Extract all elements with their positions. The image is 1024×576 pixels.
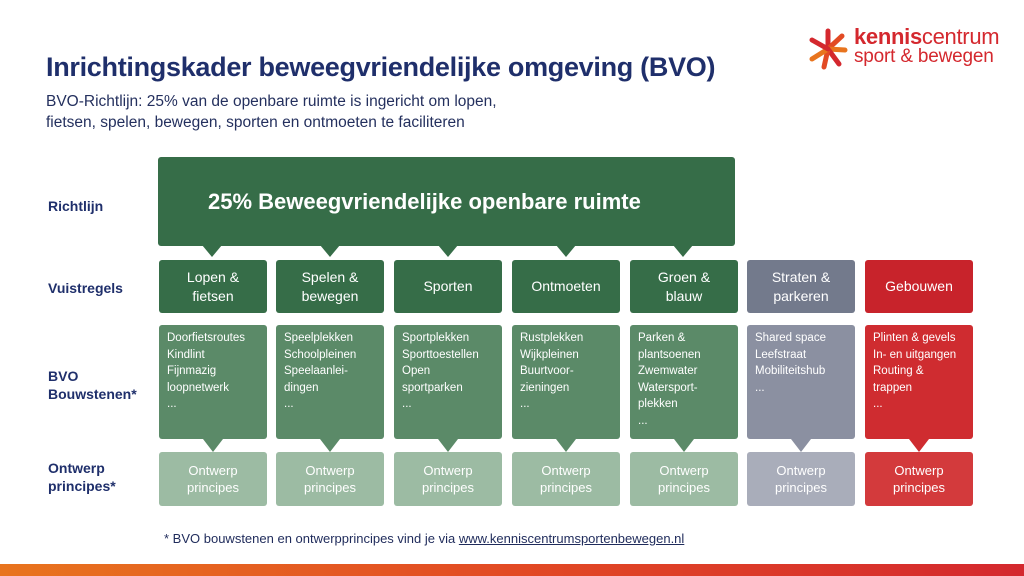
bouwsteen-item: Kindlint <box>167 348 205 361</box>
ontwerp-principes-line: Ontwerp <box>541 463 591 478</box>
vuistregel-line: Groen & <box>657 268 711 285</box>
bouwsteen-item: sportparken <box>402 381 463 394</box>
footnote-text: * BVO bouwstenen en ontwerpprincipes vind je via <box>164 531 459 546</box>
bouwsteen-item: zieningen <box>520 381 570 394</box>
bouwsteen-item: ... <box>638 414 648 427</box>
vuistregel-line: Straten & <box>771 268 831 285</box>
bouwsteen-item: Speelaanlei- <box>284 365 348 377</box>
ontwerp-principes-line: Ontwerp <box>776 463 826 478</box>
bouwsteen-item: Routing & <box>873 365 924 377</box>
bouwstenen-pointer <box>203 439 223 452</box>
row-label-bouwstenen <box>48 367 137 403</box>
bouwsteen-item: Watersport- <box>638 381 698 394</box>
bouwstenen-box <box>512 325 620 439</box>
logo-centrum: centrum <box>921 24 1000 49</box>
logo-kennis: kennis <box>854 24 922 49</box>
bouwsteen-item: Plinten & gevels <box>873 332 956 344</box>
bouwsteen-item: ... <box>755 381 765 394</box>
logo-line-2: sport & bewegen <box>854 46 994 67</box>
vuistregel-label <box>658 268 710 306</box>
ontwerp-principes-line: principes <box>421 480 475 495</box>
row-label-vuistregels: Vuistregels <box>48 280 123 296</box>
vuistregel-box <box>747 260 855 313</box>
vuistregel-label <box>531 277 600 296</box>
bouwsteen-item: Schoolpleinen <box>284 348 357 361</box>
richtlijn-banner: 25% Beweegvriendelijke openbare ruimte <box>158 157 735 246</box>
bouwstenen-pointer <box>438 439 458 452</box>
ontwerp-principes-line: principes <box>186 480 240 495</box>
subtitle-line-1: BVO-Richtlijn: 25% van de openbare ruimte is ingericht om lopen, <box>46 93 497 110</box>
logo <box>808 24 1008 74</box>
ontwerp-principes-label <box>658 462 710 496</box>
ontwerp-principes-label <box>187 462 239 496</box>
starburst-logo-icon <box>808 28 848 70</box>
vuistregel-label <box>423 277 472 296</box>
ontwerp-principes-line: Ontwerp <box>659 463 709 478</box>
bouwsteen-item: In- en uitgangen <box>873 348 957 361</box>
ontwerp-principes-line: Ontwerp <box>423 463 473 478</box>
bouwstenen-box <box>276 325 384 439</box>
vuistregel-line: Ontmoeten <box>531 278 601 294</box>
bouwsteen-item: Speelplekken <box>284 332 354 344</box>
ontwerp-principes-line: principes <box>774 480 828 495</box>
bouwstenen-box <box>159 325 267 439</box>
bouwsteen-item: ... <box>284 398 294 410</box>
bouwsteen-item: Parken & <box>638 332 686 344</box>
bouwsteen-item: ... <box>402 398 412 410</box>
vuistregel-line: Spelen & <box>301 268 359 285</box>
bouwsteen-item: Doorfietsroutes <box>167 332 245 344</box>
bouwsteen-item: Fijnmazig <box>167 365 217 377</box>
ontwerp-principes-box <box>394 452 502 506</box>
bottom-gradient-bar <box>0 564 1024 576</box>
ontwerp-principes-line: principes <box>539 480 593 495</box>
vuistregel-line: bewegen <box>301 287 359 304</box>
ontwerp-principes-label <box>893 462 945 496</box>
bouwstenen-box <box>747 325 855 439</box>
bouwsteen-item: Wijkpleinen <box>520 348 579 361</box>
row-label-richtlijn: Richtlijn <box>48 198 104 214</box>
bouwsteen-item: ... <box>167 398 177 410</box>
ontwerp-principes-label <box>540 462 592 496</box>
bouwsteen-item: Mobiliteitshub <box>755 365 826 377</box>
ontwerp-principes-label <box>304 462 356 496</box>
banner-pointer <box>438 245 458 257</box>
bouwstenen-box <box>630 325 738 439</box>
bouwsteen-item: Rustplekken <box>520 332 584 344</box>
row-label-bouwstenen-line-1: BVO <box>48 368 79 384</box>
bouwsteen-item: plantsoenen <box>638 348 701 361</box>
bouwsteen-item: loopnetwerk <box>167 381 230 394</box>
vuistregel-label <box>885 277 953 296</box>
bouwstenen-box <box>865 325 973 439</box>
vuistregel-line: fietsen <box>192 287 234 304</box>
vuistregel-label <box>302 268 359 306</box>
bouwsteen-item: plekken <box>638 398 678 410</box>
bouwsteen-item: Sportplekken <box>402 332 470 344</box>
vuistregel-label <box>187 268 239 306</box>
banner-pointer <box>673 245 693 257</box>
vuistregel-box <box>276 260 384 313</box>
bouwstenen-pointer <box>556 439 576 452</box>
banner-pointer <box>202 245 222 257</box>
banner-pointer <box>556 245 576 257</box>
vuistregel-label <box>772 268 830 306</box>
ontwerp-principes-line: principes <box>303 480 357 495</box>
row-label-ontwerp <box>48 459 116 495</box>
bouwsteen-item: Sporttoestellen <box>402 348 479 361</box>
row-label-ontwerp-line-1: Ontwerp <box>48 460 105 476</box>
ontwerp-principes-box <box>747 452 855 506</box>
ontwerp-principes-box <box>630 452 738 506</box>
bouwstenen-pointer <box>791 439 811 452</box>
bouwstenen-pointer <box>909 439 929 452</box>
vuistregel-line: blauw <box>665 287 703 304</box>
ontwerp-principes-line: Ontwerp <box>305 463 355 478</box>
page-subtitle <box>46 91 566 133</box>
ontwerp-principes-line: Ontwerp <box>188 463 238 478</box>
bouwsteen-item: trappen <box>873 381 913 394</box>
vuistregel-line: Gebouwen <box>885 278 953 294</box>
vuistregel-line: Sporten <box>423 278 473 294</box>
bouwsteen-item: Leefstraat <box>755 348 807 361</box>
bouwstenen-box <box>394 325 502 439</box>
banner-pointer <box>320 245 340 257</box>
vuistregel-line: parkeren <box>773 287 829 304</box>
ontwerp-principes-box <box>865 452 973 506</box>
vuistregel-line: Lopen & <box>186 268 240 285</box>
ontwerp-principes-line: Ontwerp <box>894 463 944 478</box>
ontwerp-principes-label <box>422 462 474 496</box>
row-label-bouwstenen-line-2: Bouwstenen* <box>48 386 137 402</box>
bouwsteen-item: Open <box>402 365 431 377</box>
ontwerp-principes-box <box>276 452 384 506</box>
page-title: Inrichtingskader beweegvriendelijke omgeving (BVO) <box>46 52 716 82</box>
bouwstenen-pointer <box>674 439 694 452</box>
website-link[interactable]: www.kenniscentrumsportenbewegen.nl <box>458 531 685 546</box>
ontwerp-principes-line: principes <box>892 480 946 495</box>
row-label-ontwerp-line-2: principes* <box>48 478 116 494</box>
bouwsteen-item: Shared space <box>755 332 826 344</box>
bouwsteen-item: ... <box>873 398 883 410</box>
vuistregel-box <box>394 260 502 313</box>
ontwerp-principes-label <box>775 462 827 496</box>
ontwerp-principes-box <box>159 452 267 506</box>
bouwsteen-item: dingen <box>284 381 319 394</box>
vuistregel-box <box>159 260 267 313</box>
vuistregel-box <box>630 260 738 313</box>
bouwsteen-item: Buurtvoor- <box>520 365 574 377</box>
bouwsteen-item: Zwemwater <box>638 365 698 377</box>
vuistregel-box <box>865 260 973 313</box>
subtitle-line-2: fietsen, spelen, bewegen, sporten en ontmoeten te faciliteren <box>46 114 465 131</box>
footnote <box>164 531 684 546</box>
bouwsteen-item: ... <box>520 398 530 410</box>
ontwerp-principes-line: principes <box>657 480 711 495</box>
bouwstenen-pointer <box>320 439 340 452</box>
vuistregel-box <box>512 260 620 313</box>
ontwerp-principes-box <box>512 452 620 506</box>
